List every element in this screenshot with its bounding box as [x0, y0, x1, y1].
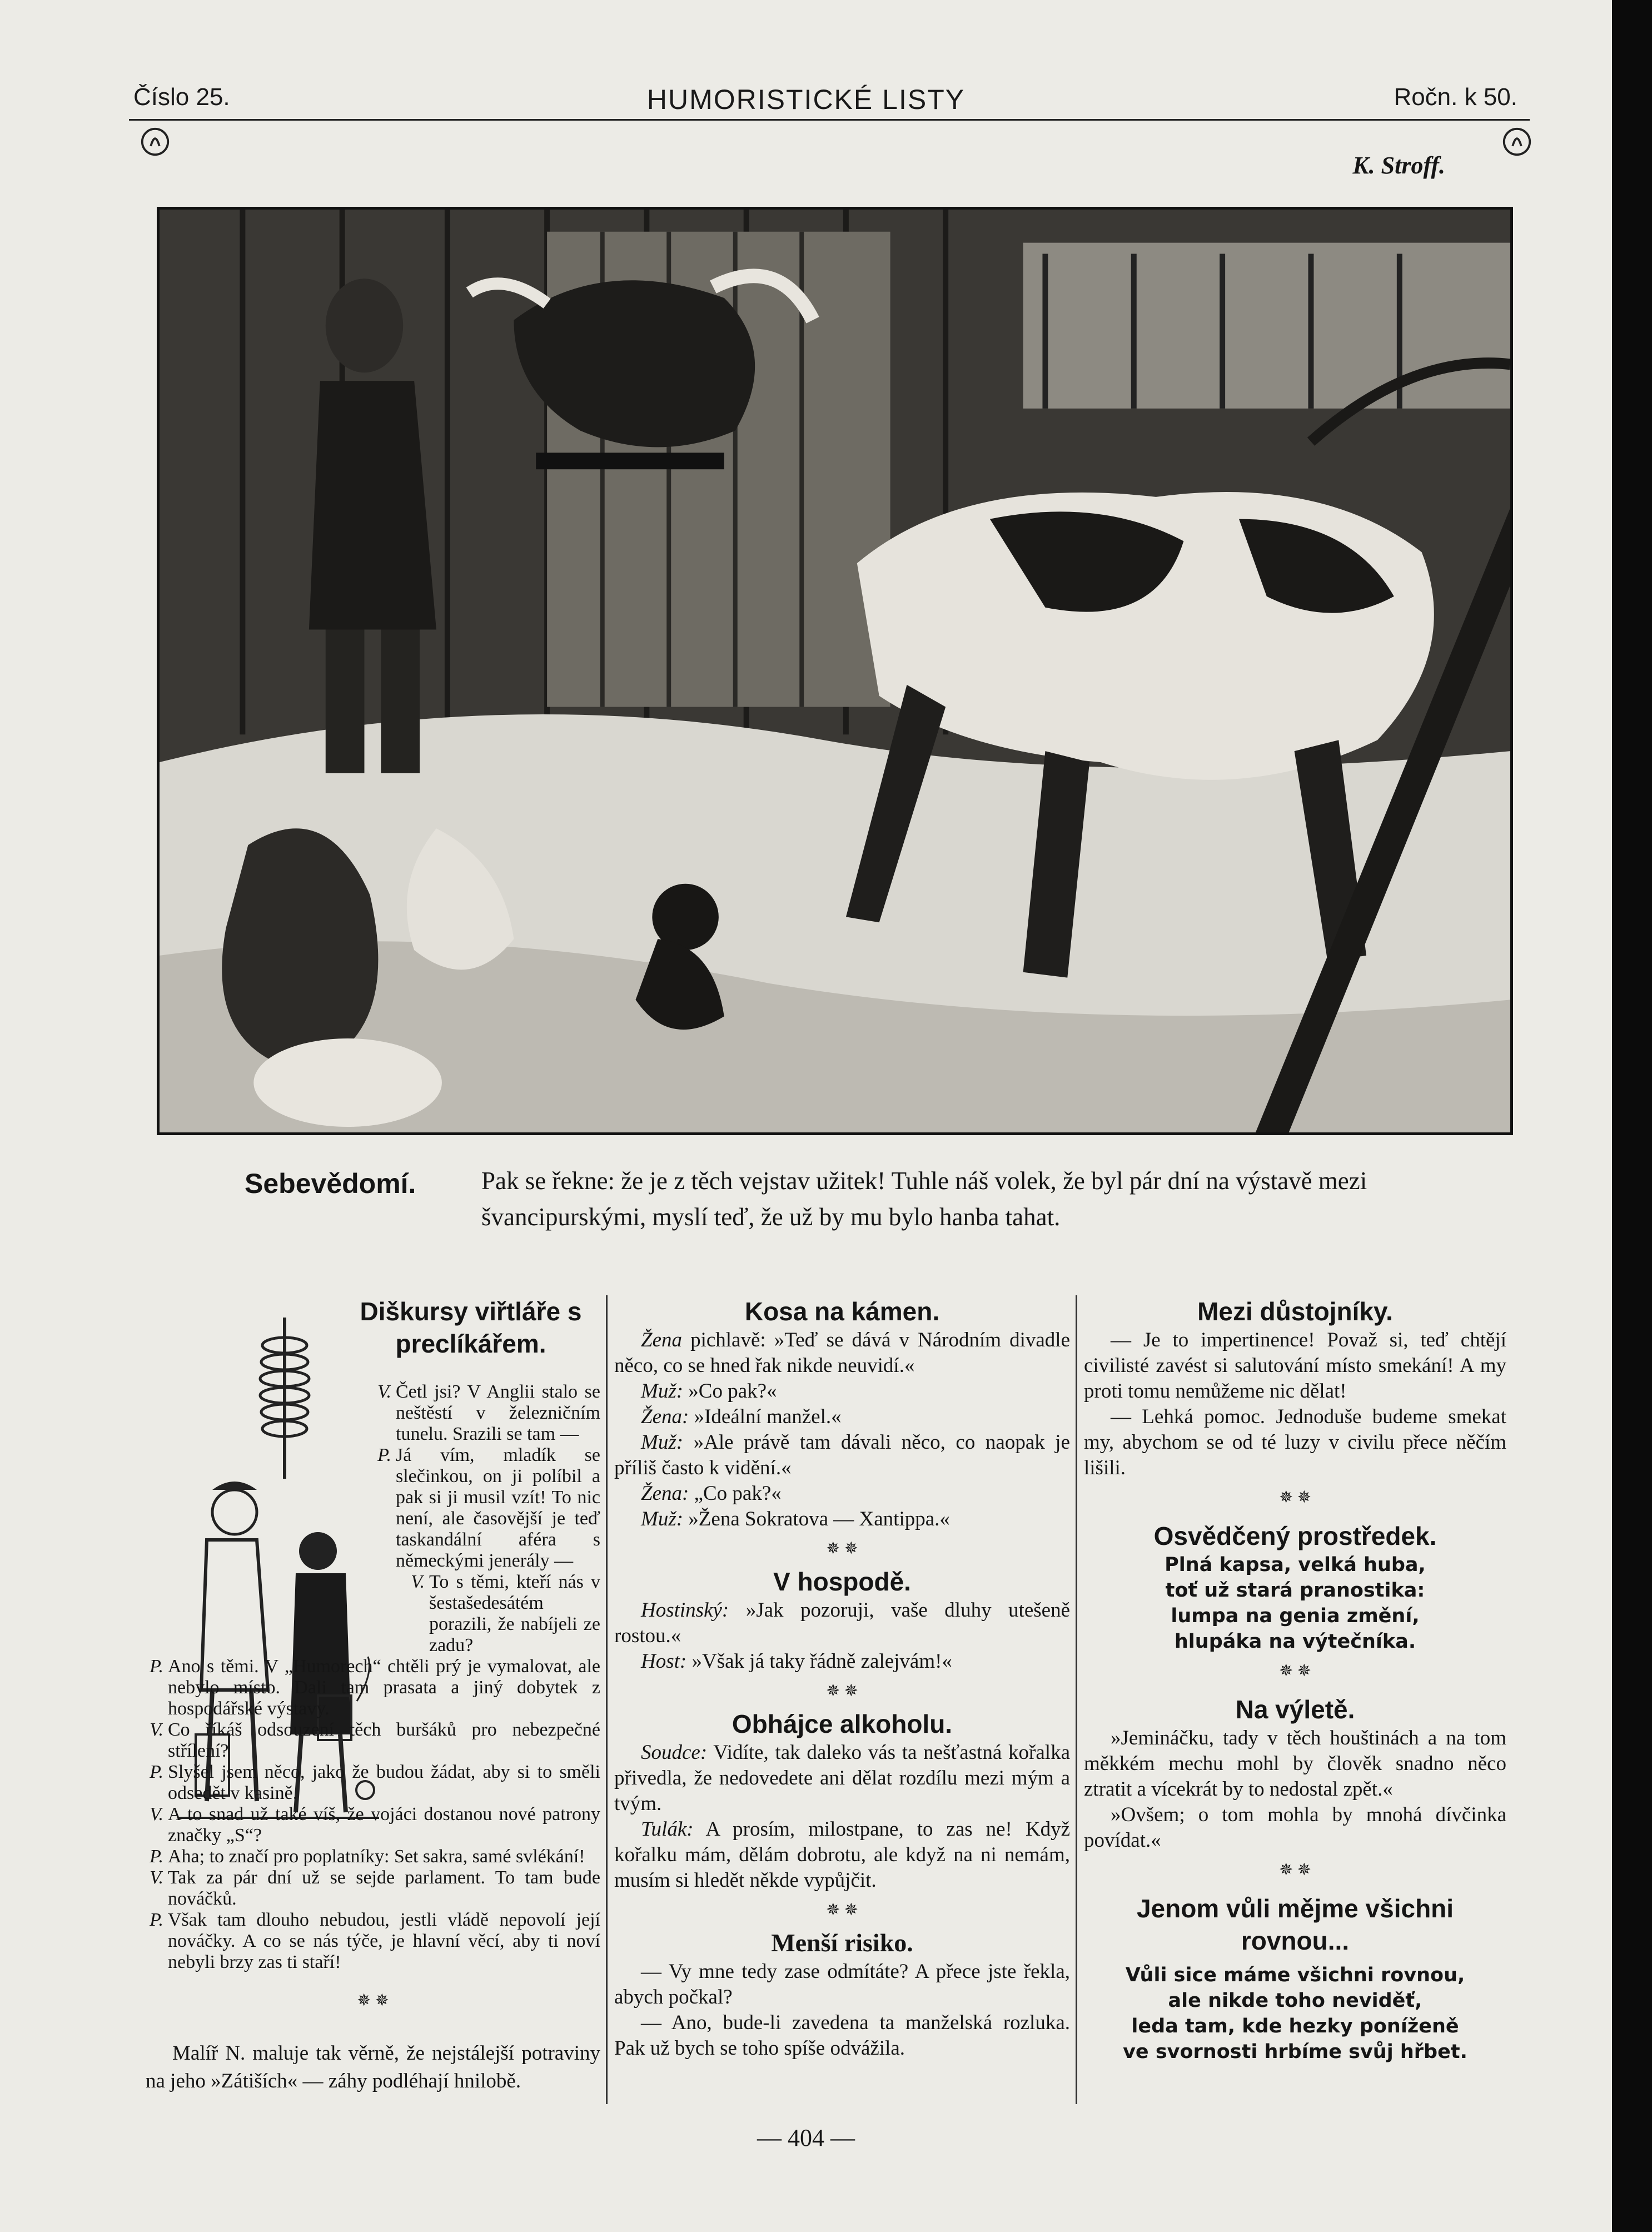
dialog-line: P. Slyšel jsem něco, jako že budou žádat, aby si to směli odsedět v kasině.: [150, 1762, 600, 1803]
dialog-line: Žena: »Ideální manžel.«: [641, 1405, 842, 1428]
diskursy-body: [146, 1365, 600, 2095]
dialog-line: Žena: „Co pak?«: [641, 1482, 782, 1505]
dialog-line: V. Četl jsi? V Anglii stalo se neštěstí v železničním tunelu. Srazili se tam —: [377, 1381, 600, 1444]
diskursy-title: Diškursy viřtláře s preclíkářem.: [360, 1297, 582, 1358]
separator-stars: ✵ ✵: [826, 1682, 858, 1700]
dialog-line: Hostinský: »Jak pozoruji, vaše dluhy utešeně rostou.«: [614, 1599, 1071, 1647]
magazine-title: HUMORISTICKÉ LISTY: [646, 84, 966, 115]
header-rule: [129, 119, 1530, 121]
dialog-line: Host: »Však já taky řádně zalejvám!«: [641, 1650, 952, 1673]
dialog-line: Muž: »Co pak?«: [641, 1380, 777, 1403]
poem-line: leda tam, kde hezky poníženě: [1131, 2015, 1459, 2037]
separator-stars: ✵ ✵: [826, 1901, 858, 1919]
page-number: — 404 —: [757, 2124, 855, 2151]
column-middle: [614, 1295, 1070, 2061]
separator-stars: ✵ ✵: [1279, 1861, 1311, 1879]
obhajce-title: Obhájce alkoholu.: [732, 1709, 953, 1738]
dialog-line: P. Aha; to značí pro poplatníky: Set sakra, samé svlékání!: [150, 1846, 585, 1867]
dialog-line: — Ano, bude-li zavedena ta manželská rozluka. Pak už bych se toho spíše odvážila.: [614, 2011, 1070, 2060]
separator-stars: ✵ ✵: [1279, 1488, 1311, 1507]
mensi-title: Menší risiko.: [771, 1928, 913, 1957]
poem-line: Plná kapsa, velká huba,: [1165, 1554, 1426, 1576]
dialog-line: — Vy mne tedy zase odmítáte? A přece jste řekla, abych počkal?: [614, 1960, 1070, 2009]
dialog-line: Žena pichlavě: »Teď se dává v Národním divadle něco, co se hned řak nikde neuvidí.«: [614, 1329, 1070, 1377]
ornament-icon: [1501, 126, 1533, 158]
prostredek-title: Osvědčený prostředek.: [1153, 1522, 1437, 1550]
dialog-line: — Lehká pomoc. Jednoduše budeme smekat my, abychom se od té luzy v civilu přece něčím lišili.: [1084, 1405, 1506, 1479]
issue-number: Číslo 25.: [133, 83, 230, 111]
dialog-line: V. Tak za pár dní už se sejde parlament. To tam bude nováčků.: [150, 1867, 600, 1909]
vylete-title: Na výletě.: [1235, 1695, 1355, 1724]
scan-edge: [1612, 0, 1652, 2232]
column-diskursy: [146, 1295, 600, 2101]
malir-joke: Malíř N. maluje tak věrně, že nejstálejší potraviny na jeho »Zátiších« — záhy podléhají hnilobě.: [146, 2042, 600, 2092]
column-rule: [606, 1295, 608, 2104]
ornament-icon: [139, 126, 171, 158]
dustojnici-title: Mezi důstojníky.: [1197, 1297, 1393, 1326]
dialog-line: P. Já vím, mladík se slečinkou, on ji políbil a pak si ji musil vzít! To nic není, ale časovější je teď taskandální aféra s německými jenerály —: [377, 1445, 600, 1571]
dialog-line: V. A to snad už také víš, že vojáci dostanou nové patrony značky „S“?: [150, 1804, 600, 1846]
poem-line: ve svornosti hrbíme svůj hřbet.: [1123, 2041, 1467, 2063]
dialog-line: P. Však tam dlouho nebudou, jestli vládě nepovolí její nováčky. A co se nás týče, je hlavní věcí, aby ti noví nebyli brzy zas ti staří!: [150, 1910, 600, 1972]
dialog-line: Muž: »Ale právě tam dávali něco, co naopak je příliš často k vidění.«: [614, 1431, 1071, 1479]
poem-line: hlupáka na výtečníka.: [1174, 1630, 1416, 1653]
caption-text: Pak se řekne: že je z těch vejstav užitek! Tuhle náš volek, že byl pár dní na výstavě mezi švancipurskými, myslí teď, že už by mu bylo hanba tahat.: [481, 1167, 1367, 1231]
dialog-line: Muž: »Žena Sokratova — Xantippa.«: [641, 1508, 950, 1530]
separator-stars: ✵ ✵: [1279, 1662, 1311, 1680]
main-illustration: [157, 207, 1513, 1135]
poem-line: lumpa na genia změní,: [1171, 1605, 1420, 1627]
vule-title: Jenom vůli mějme všichni rovnou...: [1136, 1894, 1454, 1955]
dialog-line: P. Ano s těmi. V „Humorech“ chtěli prý je vymalovat, ale nebylo místo. Dali tam prasata a jiný dobytek z hospodářské výstavy.: [150, 1656, 600, 1719]
separator-stars: ✵ ✵: [826, 1539, 858, 1558]
dialog-line: V. To s těmi, kteří nás v šestašedesátém porazili, že nabíjeli ze zadu?: [411, 1572, 600, 1656]
poem-line: toť už stará pranostika:: [1165, 1579, 1425, 1602]
separator-stars: ✵ ✵: [357, 1991, 389, 2010]
hospoda-title: V hospodě.: [773, 1567, 911, 1596]
kosa-title: Kosa na kámen.: [744, 1297, 940, 1326]
volume-number: Ročn. k 50.: [1394, 83, 1517, 111]
poem-line: ale nikde toho neviděť,: [1168, 1990, 1422, 2012]
ox-cartoon-illustration-icon: [160, 210, 1510, 1132]
dialog-line: Tulák: A prosím, milostpane, to zas ne! Když kořalku mám, dělám dobrotu, ale když na ni nemám, musím si hledět někde vypůjčit.: [614, 1818, 1070, 1892]
dialog-line: V. Co říkáš odsouzení těch buršáků pro nebezpečné střílení?: [150, 1719, 600, 1761]
poem-line: Vůli sice máme všichni rovnou,: [1125, 1964, 1465, 1986]
artist-signature: K. Stroff.: [1352, 152, 1445, 179]
dialog-line: »Jemináčku, tady v těch houštinách a na tom měkkém mechu mohl by člověk snadno něco ztratit a vícekrát by to nedostal zpět.«: [1084, 1727, 1506, 1801]
dialog-line: — Je to impertinence! Považ si, teď chtějí civilisté zavést si salutování místo smekání! A my proti tomu nemůžeme nic dělat!: [1084, 1329, 1506, 1403]
caption-title: Sebevědomí.: [245, 1168, 416, 1199]
column-rule: [1076, 1295, 1077, 2104]
column-right: [1084, 1295, 1506, 2065]
dialog-line: »Ovšem; o tom mohla by mnohá dívčinka povídat.«: [1084, 1803, 1506, 1852]
dialog-line: Soudce: Vidíte, tak daleko vás ta nešťastná kořalka přivedla, že nedovedete ani dělat rozdílu mezi mým a tvým.: [614, 1741, 1070, 1815]
